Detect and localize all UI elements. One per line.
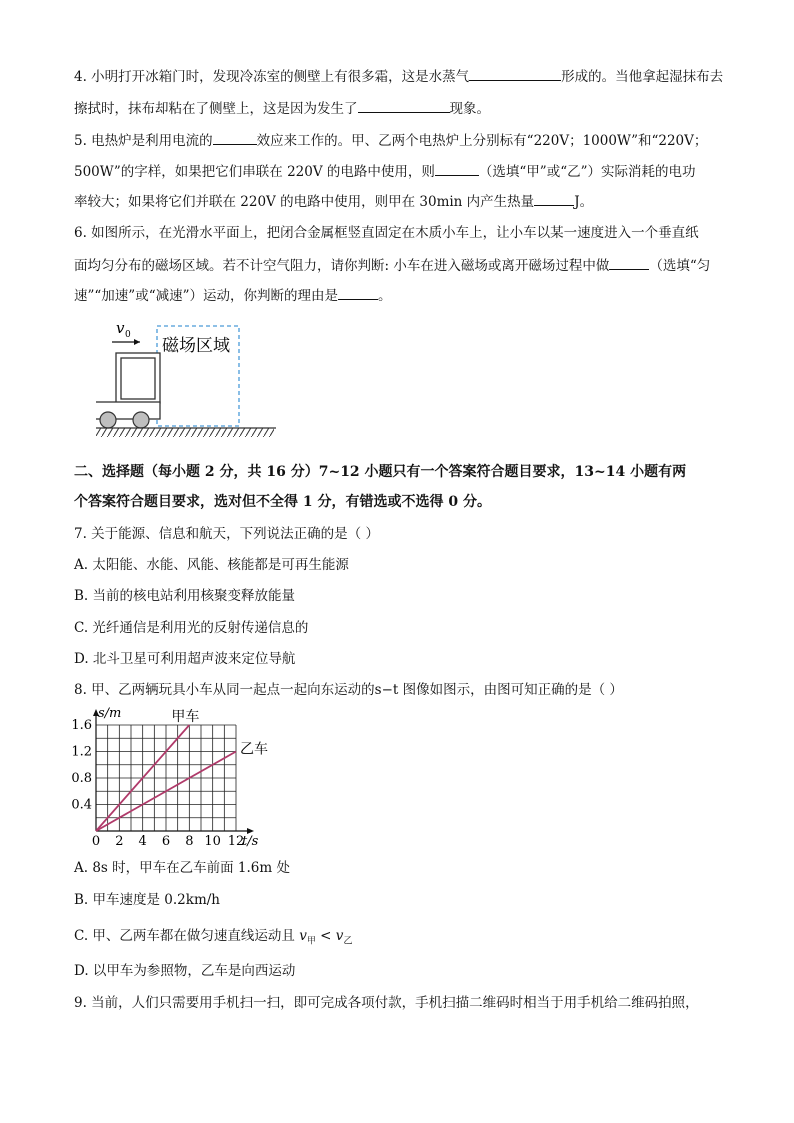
arrowhead-icon	[134, 339, 140, 345]
q8-stem: 8. 甲、乙两辆玩具小车从同一起点一起向东运动的s−t 图像如图示，由图可知正确的是（ ）	[74, 682, 623, 698]
answer-blank[interactable]	[358, 98, 450, 113]
q5-text: （选填“甲”或“乙”）实际消耗的电功	[478, 164, 696, 180]
chart-axes	[93, 709, 254, 834]
q4-text: 擦拭时，抹布却粘在了侧壁上，这是因为发生了	[74, 101, 358, 117]
s-t-chart	[66, 704, 286, 850]
section2-heading-line2: 个答案符合题目要求，选对但不全得 1 分，有错选或不选得 0 分。	[74, 494, 491, 510]
q5-text: 500W”的字样，如果把它们串联在 220V 的电路中使用，则	[74, 164, 435, 180]
answer-blank[interactable]	[609, 255, 649, 270]
q6-text: 速”“加速”或“减速”）运动，你判断的理由是	[74, 288, 339, 304]
answer-blank[interactable]	[338, 285, 378, 300]
q5-text: 效应来工作的。甲、乙两个电热炉上分别标有“220V；1000W”和“220V；	[256, 133, 708, 149]
less-than: <	[315, 928, 336, 944]
x-tick-label: 6	[161, 834, 171, 849]
wheel-icon	[133, 412, 149, 428]
q5-line1	[74, 130, 707, 151]
ground-hatch	[96, 428, 274, 437]
q5-line2	[74, 161, 696, 182]
q8-option-c[interactable]	[74, 926, 352, 952]
q9-stem: 9. 当前，人们只需要用手机扫一扫，即可完成各项付款，手机扫描二维码时相当于用手机给二维码拍照，	[74, 995, 699, 1011]
q8-option-d[interactable]: D. 以甲车为参照物，乙车是向西运动	[74, 963, 296, 979]
q4-text: 4. 小明打开冰箱门时，发现冷冻室的侧壁上有很多霜，这是水蒸气	[74, 69, 470, 85]
subscript-jia: 甲	[306, 936, 316, 947]
q4-line2	[74, 98, 490, 119]
q5-line3	[74, 191, 593, 212]
section2-heading-line1: 二、选择题（每小题 2 分，共 16 分）7~12 小题只有一个答案符合题目要求，13~14 小题有两	[74, 464, 687, 480]
q8-option-b[interactable]: B. 甲车速度是 0.2km/h	[74, 892, 220, 908]
answer-blank[interactable]	[534, 191, 574, 206]
option-text: C. 甲、乙两车都在做匀速直线运动且	[74, 928, 300, 944]
x-tick-label: 0	[91, 834, 101, 849]
q4-line1	[74, 66, 723, 87]
velocity-symbol: v	[335, 928, 344, 944]
q7-option-d[interactable]: D. 北斗卫星可利用超声波来定位导航	[74, 651, 296, 667]
q6-text: 面均匀分布的磁场区域。若不计空气阻力，请你判断: 小车在进入磁场或离开磁场过程中做	[74, 258, 610, 274]
y-tick-label: 1.2	[71, 744, 92, 760]
answer-blank[interactable]	[469, 66, 561, 81]
q5-text: 率较大；如果将它们并联在 220V 的电路中使用，则甲在 30min 内产生热量	[74, 194, 535, 210]
q6-line1: 6. 如图所示，在光滑水平面上，把闭合金属框竖直固定在木质小车上，让小车以某一速度进入一个垂直纸	[74, 225, 699, 241]
chart-grid	[96, 725, 236, 831]
series-label-yi: 乙车	[240, 741, 268, 758]
x-tick-label: 12	[227, 834, 245, 849]
cart-magnetic-field-figure	[96, 316, 276, 452]
q7-option-a[interactable]: A. 太阳能、水能、风能、核能都是可再生能源	[74, 557, 349, 573]
q6-line2	[74, 255, 710, 276]
x-tick-label: 4	[138, 834, 147, 849]
y-tick-label: 0.4	[71, 797, 92, 813]
velocity-symbol: v	[116, 319, 125, 337]
q4-text: 形成的。当他拿起湿抹布去	[561, 69, 724, 85]
q6-line3	[74, 285, 392, 306]
subscript-yi: 乙	[343, 936, 353, 947]
x-tick-label: 10	[204, 834, 221, 849]
answer-blank[interactable]	[435, 161, 479, 176]
series-label-jia: 甲车	[171, 709, 200, 725]
q7-stem: 7. 关于能源、信息和航天，下列说法正确的是（ ）	[74, 526, 379, 542]
y-tick-label: 0.8	[71, 771, 92, 786]
q5-text: 5. 电热炉是利用电流的	[74, 133, 213, 149]
y-tick-label: 1.6	[71, 718, 92, 733]
q7-option-c[interactable]: C. 光纤通信是利用光的反射传递信息的	[74, 620, 309, 636]
answer-blank[interactable]	[213, 130, 257, 145]
q6-text: （选填“匀	[649, 258, 711, 274]
q6-text: 。	[378, 288, 392, 304]
region-label: 磁场区域	[162, 336, 230, 356]
y-axis-label: s/m	[98, 706, 122, 721]
metal-frame-inner	[121, 358, 155, 399]
wheel-icon	[100, 412, 116, 428]
q5-text: J。	[574, 194, 594, 210]
q4-text: 现象。	[449, 101, 490, 117]
x-axis-label: t/s	[242, 834, 259, 849]
velocity-subscript: 0	[125, 330, 131, 340]
q7-option-b[interactable]: B. 当前的核电站利用核聚变释放能量	[74, 588, 296, 604]
q8-option-a[interactable]: A. 8s 时，甲车在乙车前面 1.6m 处	[74, 860, 290, 876]
velocity-symbol: v	[299, 928, 307, 944]
x-tick-label: 8	[185, 834, 194, 849]
x-tick-label: 2	[115, 834, 124, 849]
